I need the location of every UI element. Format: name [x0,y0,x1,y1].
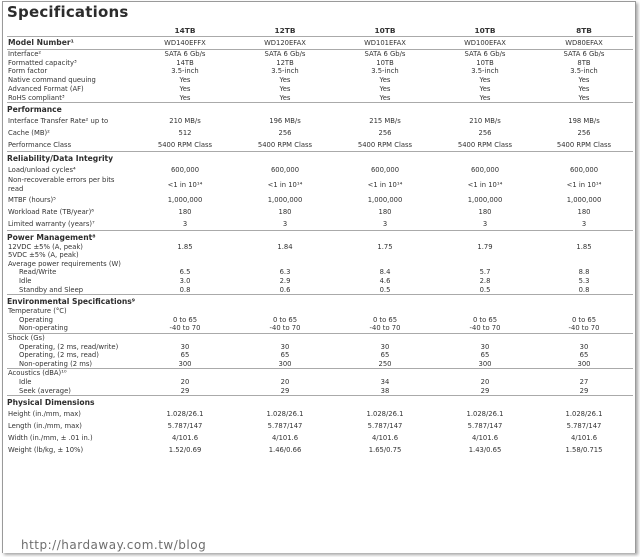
header-empty-cell [7,25,135,37]
row-value: <1 in 10¹⁴ [566,180,602,189]
row-label: 12VDC ±5% (A, peak) [8,242,83,251]
row-value: -40 to 70 [169,324,201,333]
row-value [435,260,535,269]
row-value: SATA 6 Gb/s [435,50,535,59]
row-value: -40 to 70 [469,324,501,333]
watermark-url: http://hardaway.com.tw/blog [21,538,207,552]
row-value: 300 [178,359,192,368]
row-value: 29 [280,386,290,395]
table-row [7,243,633,252]
row-value: 512 [178,129,192,138]
table-row [7,206,633,218]
row-value: 4/101.6 [570,434,598,443]
row-value: 30 [480,342,490,351]
model-number-value: WD120EFAX [235,37,335,50]
row-value: 8.4 [379,268,391,277]
row-value [535,307,633,316]
row-value: 256 [478,129,492,138]
section-header-row [7,396,633,409]
row-value: 1,000,000 [167,195,203,204]
row-label: MTBF (hours)⁵ [8,195,56,204]
row-value: 3.5-inch [570,67,598,76]
specifications-table-body [7,25,633,456]
table-row [7,127,633,139]
row-value: Yes [578,93,590,102]
row-value: 1.028/26.1 [466,410,504,419]
row-value: 3.0 [179,277,191,285]
row-value: 30 [280,342,290,351]
table-row [7,115,633,127]
row-value: 1.85 [576,242,592,251]
row-value [235,260,335,269]
row-label: Non-operating [19,324,68,333]
row-value: 600,000 [470,166,500,175]
row-value: Yes [279,76,291,85]
row-value [135,333,235,342]
table-row [7,218,633,231]
row-value: 0 to 65 [172,315,198,324]
row-value: 198 MB/s [568,117,600,126]
row-value: 600,000 [270,166,300,175]
table-row [7,85,633,94]
row-value [335,307,435,316]
table-row [7,333,633,342]
row-value: Yes [179,84,191,93]
row-value: <1 in 10¹⁴ [267,180,303,189]
row-value [335,251,435,260]
row-value: 5.787/147 [467,422,503,431]
row-value: 0.8 [578,285,590,294]
specifications-table [7,25,633,456]
row-value: 1,000,000 [566,195,602,204]
model-number-label: Model Number¹ [7,37,135,50]
row-label: Width (in./mm, ± .01 in.) [8,434,93,443]
row-value: 4/101.6 [471,434,499,443]
row-value: 14TB [176,58,194,67]
table-row [7,251,633,260]
model-number-value: WD101EFAX [335,37,435,50]
row-value [335,369,435,378]
row-value: 4/101.6 [171,434,199,443]
model-number-value: WD80EFAX [535,37,633,50]
row-value: 6.5 [179,268,191,277]
section-header-row [7,152,633,165]
spec-sheet-frame [2,1,636,553]
section-header-row [7,103,633,116]
row-value: 600,000 [370,166,400,175]
column-header: 12TB [274,26,296,35]
column-header: 14TB [174,26,196,35]
row-value: 1.58/0.715 [565,446,603,455]
row-value: 1.028/26.1 [565,410,603,419]
row-value: 1,000,000 [367,195,403,204]
row-value: 196 MB/s [269,117,301,126]
row-value: 8.8 [578,268,590,277]
row-value: <1 in 10¹⁴ [167,180,203,189]
row-value: 1.75 [377,242,393,251]
section-title: Power Management⁸ [7,230,633,243]
row-value: 30 [180,342,190,351]
row-value: 5400 RPM Class [257,141,313,150]
row-value: 3.5-inch [271,67,299,76]
table-row [7,286,633,295]
row-label: Acoustics (dBA)¹⁰ [7,369,135,378]
table-row [7,67,633,76]
row-value: 5400 RPM Class [457,141,513,150]
table-row [7,94,633,103]
row-value: Yes [379,84,391,93]
row-value: 180 [178,207,192,216]
table-row [7,76,633,85]
capacity-header-row [7,25,633,37]
row-value: 300 [577,359,591,368]
row-value: 1.84 [277,242,293,251]
row-value: Yes [179,93,191,102]
row-value [535,369,633,378]
row-label: Interface Transfer Rate² up to [8,117,109,126]
row-value: Yes [379,93,391,102]
row-value: 65 [180,351,190,360]
row-value: 1,000,000 [267,195,303,204]
row-value: 30 [380,342,390,351]
table-row [7,351,633,360]
row-value: 38 [380,386,390,395]
row-value: 1.85 [177,242,193,251]
row-value: 0.5 [379,285,391,294]
row-label: Average power requirements (W) [8,259,121,268]
row-value [235,369,335,378]
row-value: 30 [579,342,589,351]
row-value: <1 in 10¹⁴ [367,180,403,189]
row-label: Weight (lb/kg, ± 10%) [8,446,84,455]
row-value: 3 [482,219,488,228]
row-label: Form factor [8,67,48,76]
table-row [7,59,633,68]
row-value: 1.028/26.1 [166,410,204,419]
row-value: 27 [579,377,589,386]
row-value: 1.43/0.65 [468,446,502,455]
row-label: Native command queuing [8,76,96,85]
row-value: 20 [480,377,490,386]
row-label-line: Non-recoverable errors per bits [8,176,115,185]
row-value: 20 [180,377,190,386]
row-value [235,251,335,260]
row-label: RoHS compliant³ [8,93,65,102]
table-row [7,194,633,206]
row-label: Load/unload cycles⁴ [8,166,76,175]
row-value: SATA 6 Gb/s [335,50,435,59]
row-value [435,307,535,316]
row-value [235,333,335,342]
row-value: 65 [480,351,490,360]
row-label: Operating [19,315,53,324]
row-value: 34 [380,377,390,386]
row-value: 0 to 65 [472,315,498,324]
row-label: Operating, (2 ms, read) [19,351,99,360]
row-value: 65 [579,351,589,360]
row-label: Read/Write [19,268,57,277]
row-value: 3 [282,219,288,228]
row-value: 180 [478,207,492,216]
row-label: Temperature (°C) [8,307,67,316]
section-title: Physical Dimensions [7,396,633,409]
row-value: 8TB [577,58,591,67]
section-title: Performance [7,103,633,116]
page-title: Specifications [7,3,129,21]
row-label: Shock (Gs) [7,333,135,342]
row-value: Yes [479,84,491,93]
row-value: 3.5-inch [371,67,399,76]
row-label: Performance Class [8,141,72,150]
row-value: 5400 RPM Class [556,141,612,150]
row-value: -40 to 70 [568,324,600,333]
row-value: SATA 6 Gb/s [235,50,335,59]
row-value: 3 [581,219,587,228]
row-value: 210 MB/s [169,117,201,126]
row-value: 3 [182,219,188,228]
row-value: 0 to 65 [571,315,597,324]
section-title: Reliability/Data Integrity [7,152,633,165]
row-value: 0 to 65 [372,315,398,324]
table-row [7,360,633,369]
section-title: Environmental Specifications⁹ [7,295,633,308]
row-value [435,251,535,260]
row-label [7,176,135,193]
row-label: Interface² [7,50,135,59]
row-value: 1.46/0.66 [268,446,302,455]
row-value: 300 [278,359,292,368]
table-row [7,408,633,420]
row-value: 256 [278,129,292,138]
row-value: SATA 6 Gb/s [135,50,235,59]
row-value: 0.5 [479,285,491,294]
row-value: 5.787/147 [367,422,403,431]
row-value: 0 to 65 [272,315,298,324]
table-row [7,324,633,333]
row-value: 600,000 [569,166,599,175]
row-label: Seek (average) [19,386,71,395]
row-value: 256 [577,129,591,138]
section-header-row [7,230,633,243]
row-value [135,251,235,260]
row-value: 1,000,000 [467,195,503,204]
row-label: 5VDC ±5% (A, peak) [8,251,79,260]
row-label: Standby and Sleep [19,285,84,294]
column-header: 10TB [474,26,496,35]
row-value: 6.3 [279,268,291,277]
row-value: 29 [180,386,190,395]
row-label: Limited warranty (years)⁷ [8,219,95,228]
row-value [235,307,335,316]
row-value: 5400 RPM Class [157,141,213,150]
row-value [535,251,633,260]
row-value [435,369,535,378]
row-value: 3.5-inch [171,67,199,76]
table-row [7,432,633,444]
row-value: Yes [379,76,391,85]
table-row [7,176,633,193]
row-value: -40 to 70 [269,324,301,333]
row-value: 10TB [476,58,494,67]
row-value: 1.028/26.1 [366,410,404,419]
row-value: 250 [378,359,392,368]
table-row [7,369,633,378]
row-value: 215 MB/s [369,117,401,126]
row-value: Yes [479,93,491,102]
row-value: 180 [378,207,392,216]
row-value: Yes [279,84,291,93]
table-row [7,277,633,286]
row-value: 5.787/147 [566,422,602,431]
row-label: Height (in./mm, max) [8,410,81,419]
table-row [7,444,633,456]
row-value: 3.5-inch [471,67,499,76]
row-value: Yes [279,93,291,102]
column-header: 8TB [576,26,592,35]
row-value: 29 [480,386,490,395]
row-value: 5.7 [479,268,491,277]
column-header: 10TB [374,26,396,35]
row-value: 2.8 [479,277,491,285]
row-value: 3 [382,219,388,228]
table-row [7,420,633,432]
row-value: 1.52/0.69 [168,446,202,455]
row-value: 29 [579,386,589,395]
row-value [135,307,235,316]
row-value: 4/101.6 [371,434,399,443]
row-value: 5.787/147 [267,422,303,431]
row-label: Advanced Format (AF) [8,84,84,93]
row-label: Non-operating (2 ms) [19,359,93,368]
table-row [7,164,633,176]
row-value: 180 [278,207,292,216]
row-value: 1.65/0.75 [368,446,402,455]
row-value: Yes [578,76,590,85]
row-value: Yes [578,84,590,93]
row-value: 1.028/26.1 [266,410,304,419]
model-number-value: WD140EFFX [135,37,235,50]
row-value: 2.9 [279,277,291,285]
row-label: Workload Rate (TB/year)⁶ [8,207,94,216]
row-label: Formatted capacity³ [8,58,77,67]
row-value [535,333,633,342]
row-label: Length (in./mm, max) [8,422,82,431]
row-value: 5400 RPM Class [357,141,413,150]
row-value: 256 [378,129,392,138]
row-value: 20 [280,377,290,386]
row-value [335,333,435,342]
row-label: Cache (MB)² [8,129,50,138]
row-value [535,260,633,269]
row-label: Idle [19,277,32,285]
table-row [7,139,633,152]
model-number-value: WD100EFAX [435,37,535,50]
model-number-row [7,37,633,50]
row-value: 5.787/147 [167,422,203,431]
row-value: Yes [179,76,191,85]
row-value: 5.3 [578,277,590,285]
row-value: 180 [577,207,591,216]
row-value: 210 MB/s [469,117,501,126]
row-value [435,333,535,342]
table-row [7,268,633,277]
row-value: 0.6 [279,285,291,294]
row-value [335,260,435,269]
row-value: 1.79 [477,242,493,251]
table-row [7,343,633,352]
table-row [7,316,633,325]
table-row [7,260,633,269]
row-value: 0.8 [179,285,191,294]
row-value [135,260,235,269]
row-value: 65 [280,351,290,360]
row-value: 300 [478,359,492,368]
row-value: SATA 6 Gb/s [535,50,633,59]
table-row [7,50,633,59]
table-row [7,307,633,316]
row-value: <1 in 10¹⁴ [467,180,503,189]
row-label-line: read [8,184,24,193]
row-value: 65 [380,351,390,360]
table-row [7,378,633,387]
row-value: 4.6 [379,277,391,285]
table-row [7,387,633,396]
row-value: 4/101.6 [271,434,299,443]
section-header-row [7,295,633,308]
row-value: 600,000 [170,166,200,175]
row-value: Yes [479,76,491,85]
row-label: Operating, (2 ms, read/write) [19,342,119,351]
row-label: Idle [19,377,32,386]
row-value: 10TB [376,58,394,67]
row-value: 12TB [276,58,294,67]
row-value [135,369,235,378]
row-value: -40 to 70 [369,324,401,333]
